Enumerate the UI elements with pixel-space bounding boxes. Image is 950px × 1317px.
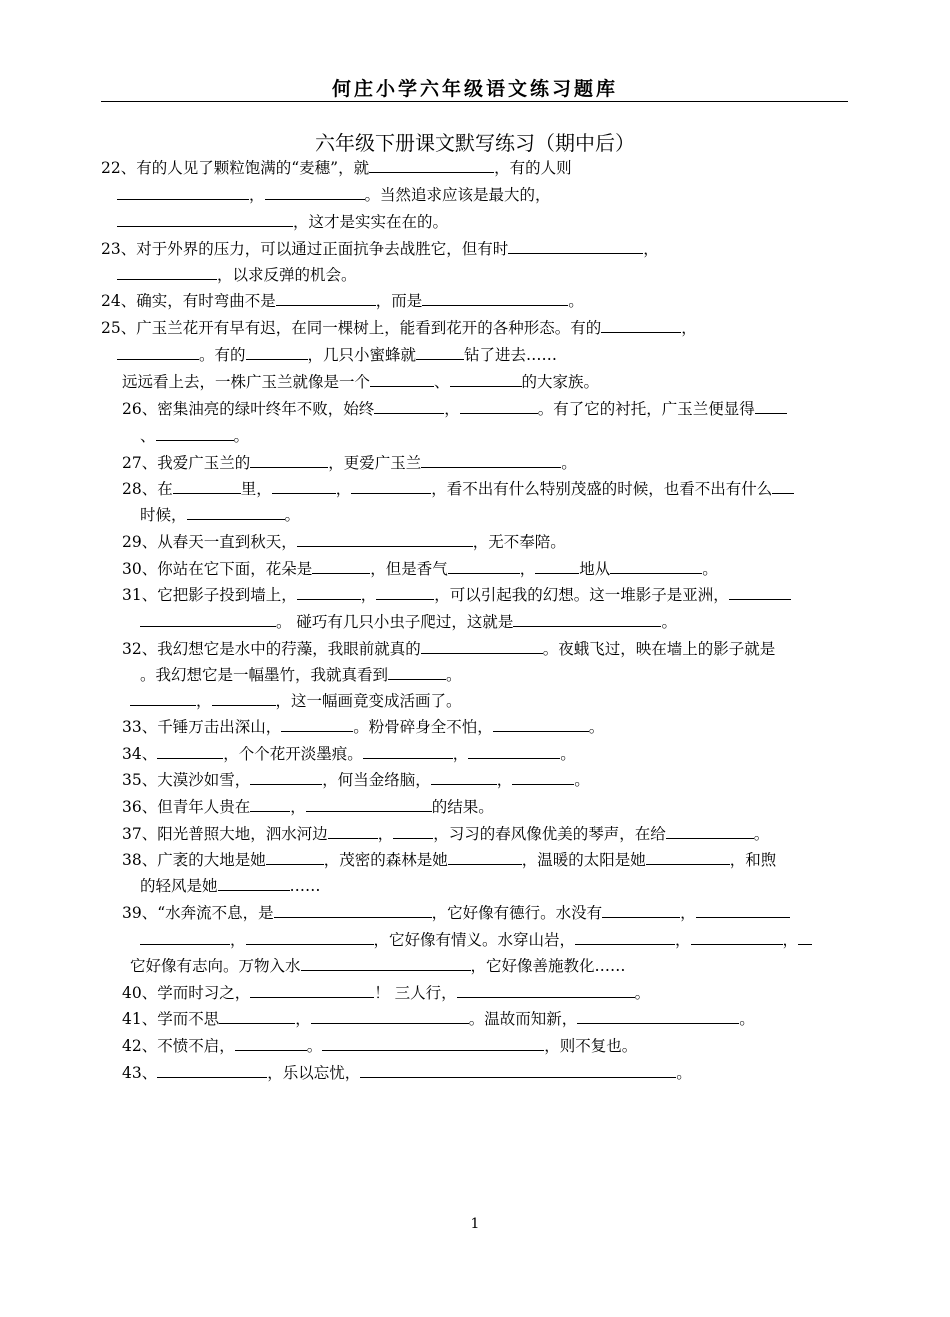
answer-blank[interactable] <box>646 848 730 865</box>
line-text: ，这才是实实在在的。 <box>293 213 449 231</box>
exercise-line <box>101 316 697 339</box>
line-text: 。 <box>560 745 576 763</box>
exercise-line <box>122 822 769 845</box>
line-text: 。 <box>568 292 584 310</box>
answer-blank[interactable] <box>421 637 543 654</box>
line-text: 地从 <box>579 560 611 578</box>
answer-blank[interactable] <box>297 583 361 600</box>
answer-blank[interactable] <box>602 901 680 918</box>
line-text: 23、对于外界的压力，可以通过正面抗争去战胜它，但有时 <box>101 240 509 258</box>
line-text: ， <box>335 480 352 498</box>
line-text: ，而是 <box>375 292 423 310</box>
line-text: ，茂密的森林是她 <box>323 851 448 869</box>
exercise-line <box>140 928 812 951</box>
answer-blank[interactable] <box>173 477 241 494</box>
exercise-line <box>122 1061 692 1084</box>
answer-blank[interactable] <box>265 183 365 200</box>
exercise-line <box>122 1034 637 1057</box>
line-text: ，它好像善施教化…… <box>470 957 626 975</box>
answer-blank[interactable] <box>351 477 431 494</box>
page-number: 1 <box>470 1216 480 1232</box>
line-text: 34、 <box>122 745 158 763</box>
answer-blank[interactable] <box>156 424 234 441</box>
answer-blank[interactable] <box>297 530 473 547</box>
answer-blank[interactable] <box>374 397 444 414</box>
answer-blank[interactable] <box>448 557 520 574</box>
line-text: 。 <box>634 984 651 1002</box>
line-text: 、 <box>140 427 156 445</box>
line-text: ，几只小蜜蜂就 <box>307 346 417 364</box>
line-text: ，它好像有德行。水没有 <box>431 904 603 922</box>
line-text: ，但是香气 <box>370 560 448 578</box>
line-text: 31、它把影子投到墙上， <box>122 586 297 604</box>
line-text: 。 <box>753 825 770 843</box>
line-text: ，温暖的太阳是她 <box>521 851 646 869</box>
line-text: 远远看上去，一株广玉兰就像是一个 <box>122 373 371 391</box>
answer-blank[interactable] <box>772 477 794 494</box>
answer-blank[interactable] <box>187 503 285 520</box>
answer-blank[interactable] <box>140 610 276 627</box>
answer-blank[interactable] <box>376 583 434 600</box>
answer-blank[interactable] <box>266 848 324 865</box>
page-header: 何庄小学六年级语文练习题库 <box>331 78 618 100</box>
answer-blank[interactable] <box>117 343 199 360</box>
answer-blank[interactable] <box>691 928 783 945</box>
answer-blank[interactable] <box>117 263 217 280</box>
answer-blank[interactable] <box>312 557 370 574</box>
exercise-line <box>122 583 791 606</box>
line-text: 。夜蛾飞过，映在墙上的影子就是 <box>542 640 776 658</box>
answer-blank[interactable] <box>212 689 276 706</box>
answer-blank[interactable] <box>360 1061 676 1078</box>
answer-blank[interactable] <box>448 848 522 865</box>
line-text: ， <box>360 586 377 604</box>
answer-blank[interactable] <box>508 237 643 254</box>
line-text: 。有的 <box>199 346 246 364</box>
answer-blank[interactable] <box>457 981 635 998</box>
answer-blank[interactable] <box>250 981 374 998</box>
line-text: 。当然追求应该是最大的， <box>364 186 551 204</box>
exercise-line <box>122 1007 755 1030</box>
line-text: ， <box>249 186 265 204</box>
answer-blank[interactable] <box>460 397 538 414</box>
line-text: …… <box>289 877 321 895</box>
line-text: 。 <box>702 560 718 578</box>
answer-blank[interactable] <box>276 289 376 306</box>
answer-blank[interactable] <box>416 343 464 360</box>
line-text: ，乐以忘忧， <box>267 1064 361 1082</box>
line-text: ， <box>290 798 306 816</box>
line-text: ， <box>496 771 513 789</box>
exercise-line <box>122 451 577 474</box>
line-text: 钻了进去…… <box>464 346 558 364</box>
answer-blank[interactable] <box>140 928 230 945</box>
line-text: 35、大漠沙如雪， <box>122 771 251 789</box>
line-text: 22、有的人见了颗粒饱满的“麦穗”，就 <box>101 159 370 177</box>
exercise-line <box>140 503 300 526</box>
exercise-line <box>117 263 357 286</box>
answer-blank[interactable] <box>666 822 754 839</box>
answer-blank[interactable] <box>311 1007 469 1024</box>
line-text: 它好像有志向。万物入水 <box>130 957 301 975</box>
answer-blank[interactable] <box>431 768 497 785</box>
exercise-line <box>122 901 790 924</box>
line-text: 40、学而时习之， <box>122 984 251 1002</box>
line-text: ，可以引起我的幻想。这一堆影子是亚洲， <box>434 586 729 604</box>
line-text: ， <box>230 931 246 949</box>
line-text: 。有了它的衬托，广玉兰便显得 <box>537 400 755 418</box>
line-text: ， <box>681 319 697 337</box>
exercise-line <box>130 689 462 712</box>
exercise-line <box>130 954 626 977</box>
answer-blank[interactable] <box>130 689 196 706</box>
line-text: 32、我幻想它是水中的荇藻，我眼前就真的 <box>122 640 421 658</box>
exercise-line <box>140 874 321 897</box>
line-text: 。 <box>588 718 605 736</box>
exercise-line <box>122 715 604 738</box>
line-text: ， <box>452 745 469 763</box>
line-text: 29、从春天一直到秋天， <box>122 533 297 551</box>
line-text: ， <box>782 931 799 949</box>
page-title: 六年级下册课文默写练习（期中后） <box>315 131 635 155</box>
answer-blank[interactable] <box>422 289 568 306</box>
line-text: 28、在 <box>122 480 173 498</box>
answer-blank[interactable] <box>157 742 223 759</box>
answer-blank[interactable] <box>468 742 560 759</box>
line-text: ， <box>675 931 691 949</box>
line-text: 里， <box>240 480 272 498</box>
line-text: 的大家族。 <box>521 373 600 391</box>
line-text: 。 <box>661 613 677 631</box>
line-text: 27、我爱广玉兰的 <box>122 454 251 472</box>
answer-blank[interactable] <box>250 768 322 785</box>
line-text: ， <box>295 1010 311 1028</box>
exercise-line <box>122 557 718 580</box>
line-text: ，习习的春风像优美的琴声，在给 <box>433 825 666 843</box>
line-text: ，以求反弹的机会。 <box>217 266 357 284</box>
exercise-line <box>122 370 599 393</box>
line-text: 、 <box>434 373 450 391</box>
line-text: 。 <box>676 1064 692 1082</box>
line-text: 。 <box>233 427 250 445</box>
line-text: 。 <box>284 506 301 524</box>
answer-blank[interactable] <box>272 477 336 494</box>
answer-blank[interactable] <box>218 874 290 891</box>
answer-blank[interactable] <box>512 768 574 785</box>
answer-blank[interactable] <box>421 451 561 468</box>
line-text: ，个个花开淡墨痕。 <box>223 745 363 763</box>
answer-blank[interactable] <box>577 1007 739 1024</box>
line-text: ！ 三人行， <box>374 984 457 1002</box>
line-text: 。我幻想它是一幅墨竹，我就真看到 <box>140 666 389 684</box>
line-text: ，有的人则 <box>494 159 572 177</box>
exercise-line <box>122 981 650 1004</box>
exercise-line <box>140 610 677 633</box>
answer-blank[interactable] <box>306 795 432 812</box>
exercise-line <box>117 343 557 366</box>
answer-blank[interactable] <box>493 715 589 732</box>
line-text: 33、千锤万击出深山， <box>122 718 282 736</box>
line-text: 时候， <box>140 506 187 524</box>
line-text: 。温故而知新， <box>468 1010 578 1028</box>
line-text: 。 <box>574 771 590 789</box>
line-text: ，无不奉陪。 <box>472 533 566 551</box>
answer-blank[interactable] <box>696 901 790 918</box>
answer-blank[interactable] <box>246 343 308 360</box>
line-text: ， <box>680 904 696 922</box>
line-text: ， <box>196 692 212 710</box>
answer-blank[interactable] <box>246 928 374 945</box>
line-text: 41、学而不思 <box>122 1010 220 1028</box>
exercise-line <box>122 397 787 420</box>
line-text: 的轻风是她 <box>140 877 218 895</box>
exercise-line <box>140 663 462 686</box>
line-text: ，更爱广玉兰 <box>328 454 422 472</box>
answer-blank[interactable] <box>450 370 522 387</box>
answer-blank[interactable] <box>370 370 434 387</box>
exercise-line <box>117 183 551 206</box>
line-text: 38、广袤的大地是她 <box>122 851 266 869</box>
line-text: 39、“水奔流不息，是 <box>122 904 274 922</box>
answer-blank[interactable] <box>328 822 378 839</box>
exercise-line <box>101 289 584 312</box>
answer-blank[interactable] <box>393 822 433 839</box>
line-text: 。 <box>739 1010 755 1028</box>
exercise-line <box>122 848 776 871</box>
line-text: 30、你站在它下面，花朵是 <box>122 560 313 578</box>
line-text: ， <box>377 825 394 843</box>
line-text: 24、确实，有时弯曲不是 <box>101 292 276 310</box>
line-text: ，它好像有情义。水穿山岩， <box>373 931 576 949</box>
line-text: 42、不愤不启， <box>122 1037 235 1055</box>
answer-blank[interactable] <box>575 928 675 945</box>
line-text: ， <box>643 240 659 258</box>
line-text: ，这一幅画竟变成活画了。 <box>275 692 462 710</box>
exercise-line <box>140 424 249 447</box>
answer-blank[interactable] <box>301 954 471 971</box>
answer-blank[interactable] <box>755 397 787 414</box>
answer-blank[interactable] <box>235 1034 307 1051</box>
exercise-line <box>122 795 494 818</box>
answer-blank[interactable] <box>388 663 446 680</box>
line-text: 。 <box>561 454 577 472</box>
line-text: ，则不复也。 <box>544 1037 638 1055</box>
line-text: ，看不出有什么特别茂盛的时候，也看不出有什么 <box>431 480 773 498</box>
exercise-line <box>122 530 566 553</box>
line-text: 25、广玉兰花开有早有迟，在同一棵树上，能看到花开的各种形态。有的 <box>101 319 602 337</box>
header-rule <box>101 101 848 102</box>
exercise-line <box>122 742 576 765</box>
answer-blank[interactable] <box>798 928 812 945</box>
answer-blank[interactable] <box>250 451 328 468</box>
line-text: ， <box>444 400 460 418</box>
exercise-line <box>101 237 659 260</box>
exercise-line <box>122 768 590 791</box>
line-text: 43、 <box>122 1064 158 1082</box>
answer-blank[interactable] <box>729 583 791 600</box>
answer-blank[interactable] <box>219 1007 295 1024</box>
line-text: 。 <box>306 1037 323 1055</box>
answer-blank[interactable] <box>250 795 290 812</box>
exercise-line <box>101 156 572 179</box>
answer-blank[interactable] <box>369 156 494 173</box>
line-text: 37、阳光普照大地，泗水河边 <box>122 825 328 843</box>
exercise-line <box>122 637 775 660</box>
answer-blank[interactable] <box>322 1034 544 1051</box>
exercise-line <box>122 477 794 500</box>
answer-blank[interactable] <box>601 316 681 333</box>
line-text: ，何当金络脑， <box>322 771 431 789</box>
answer-blank[interactable] <box>281 715 353 732</box>
answer-blank[interactable] <box>363 742 453 759</box>
line-text: 的结果。 <box>431 798 494 816</box>
exercise-line <box>117 210 448 233</box>
answer-blank[interactable] <box>513 610 661 627</box>
answer-blank[interactable] <box>157 1061 267 1078</box>
answer-blank[interactable] <box>117 183 249 200</box>
answer-blank[interactable] <box>535 557 579 574</box>
answer-blank[interactable] <box>274 901 432 918</box>
line-text: 36、但青年人贵在 <box>122 798 251 816</box>
line-text: 。 <box>446 666 462 684</box>
line-text: ，和煦 <box>729 851 777 869</box>
answer-blank[interactable] <box>610 557 702 574</box>
answer-blank[interactable] <box>117 210 293 227</box>
line-text: 。粉骨碎身全不怕， <box>353 718 493 736</box>
line-text: ， <box>519 560 536 578</box>
line-text: 。 碰巧有几只小虫子爬过，这就是 <box>276 613 514 631</box>
line-text: 26、密集油亮的绿叶终年不败，始终 <box>122 400 375 418</box>
